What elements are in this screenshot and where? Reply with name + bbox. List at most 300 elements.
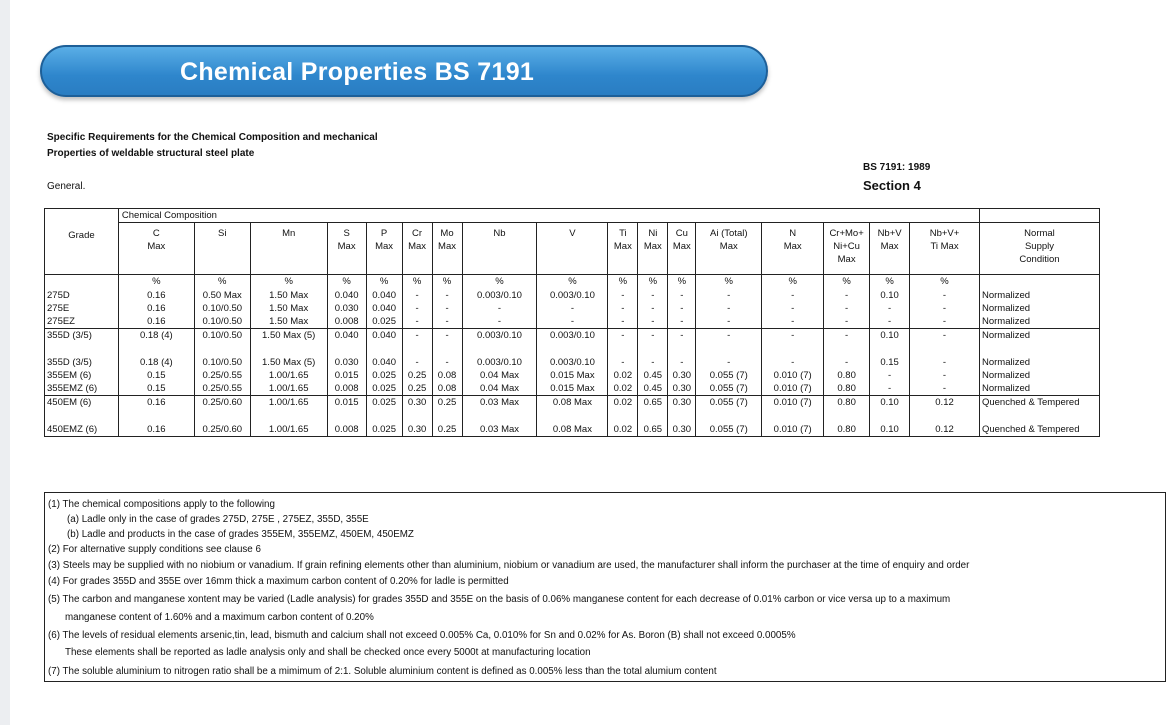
- spacer-cell: [432, 409, 462, 423]
- unit-cell: %: [824, 275, 870, 289]
- table-cell: 0.12: [910, 423, 980, 437]
- spacer-cell: [250, 342, 327, 356]
- header-mn: [250, 223, 327, 275]
- table-cell: 0.02: [608, 423, 638, 437]
- unit-cell: %: [608, 275, 638, 289]
- spacer-cell: [402, 342, 432, 356]
- spacer-cell: [194, 342, 250, 356]
- unit-cell: %: [638, 275, 668, 289]
- table-cell: 0.008: [327, 315, 366, 329]
- table-cell: 0.15: [118, 369, 194, 382]
- table-cell: -: [537, 315, 608, 329]
- spacer-cell: [824, 409, 870, 423]
- header-mo-line2: Max: [438, 241, 456, 252]
- table-cell: -: [402, 356, 432, 369]
- table-cell: 0.03 Max: [462, 395, 537, 409]
- spacer-cell: [608, 342, 638, 356]
- table-cell: 0.040: [327, 328, 366, 342]
- table-cell: -: [870, 382, 910, 396]
- table-cell: 1.00/1.65: [250, 382, 327, 396]
- table-cell: 0.02: [608, 382, 638, 396]
- table-cell: 0.030: [327, 356, 366, 369]
- table-cell: 0.055 (7): [696, 395, 762, 409]
- notes-box: [44, 492, 1166, 682]
- grade-cell: 450EM (6): [45, 395, 119, 409]
- header-s-line2: Max: [337, 241, 356, 252]
- table-cell: -: [638, 302, 668, 315]
- table-cell: 0.040: [366, 328, 402, 342]
- table-cell: 0.08: [432, 382, 462, 396]
- unit-cell: %: [668, 275, 696, 289]
- general-label: General.: [47, 181, 86, 192]
- header-al-line1: Ai (Total): [710, 228, 748, 239]
- header-mn-line1: Mn: [282, 228, 296, 239]
- unit-cell: %: [366, 275, 402, 289]
- header-c: [118, 223, 194, 275]
- table-cell: -: [824, 289, 870, 302]
- spacer-cell: [327, 342, 366, 356]
- group-header-blank: [979, 209, 1099, 223]
- table-cell: -: [462, 315, 537, 329]
- table-cell: -: [824, 315, 870, 329]
- table-row: [45, 315, 1100, 329]
- table-cell: -: [638, 328, 668, 342]
- table-cell: -: [608, 356, 638, 369]
- table-cell: Normalized: [979, 302, 1099, 315]
- table-cell: 0.16: [118, 395, 194, 409]
- header-c-line2: Max: [147, 241, 166, 252]
- table-cell: -: [608, 302, 638, 315]
- table-cell: 0.040: [366, 356, 402, 369]
- unit-cell: %: [910, 275, 980, 289]
- table-cell: 0.04 Max: [462, 382, 537, 396]
- header-crmo-line1: Cr+Mo+: [829, 228, 864, 239]
- table-cell: 0.10/0.50: [194, 315, 250, 329]
- table-cell: 0.025: [366, 395, 402, 409]
- header-si-line1: Si: [218, 228, 227, 239]
- header-ti-line2: Max: [613, 241, 632, 252]
- table-cell: -: [668, 328, 696, 342]
- table-cell: 0.65: [638, 395, 668, 409]
- header-p: [366, 223, 402, 275]
- table-cell: 1.00/1.65: [250, 423, 327, 437]
- spacer-cell: [537, 342, 608, 356]
- table-cell: -: [762, 328, 824, 342]
- table-cell: -: [668, 289, 696, 302]
- header-crmo-line2: Ni+Cu: [833, 241, 860, 252]
- spacer-cell: [979, 342, 1099, 356]
- unit-cell: %: [696, 275, 762, 289]
- table-cell: 1.50 Max: [250, 289, 327, 302]
- spacer-cell: [118, 409, 194, 423]
- table-cell: 0.15: [118, 382, 194, 396]
- table-cell: 0.30: [402, 423, 432, 437]
- table-cell: -: [824, 302, 870, 315]
- spacer-cell: [402, 409, 432, 423]
- header-cr: [402, 223, 432, 275]
- unit-cell: %: [327, 275, 366, 289]
- header-mo-line1: Mo: [440, 228, 454, 239]
- header-nb-line1: Nb: [493, 228, 506, 239]
- table-cell: 0.003/0.10: [462, 328, 537, 342]
- grade-cell: 450EMZ (6): [45, 423, 119, 437]
- table-cell: -: [608, 328, 638, 342]
- table-cell: -: [696, 328, 762, 342]
- spacer-row: [45, 342, 1100, 356]
- table-cell: 0.30: [668, 369, 696, 382]
- table-cell: 0.65: [638, 423, 668, 437]
- header-nbv: [870, 223, 910, 275]
- table-cell: 1.00/1.65: [250, 395, 327, 409]
- header-cr-line2: Max: [408, 241, 427, 252]
- spacer-cell: [668, 409, 696, 423]
- table-row: [45, 356, 1100, 369]
- spacer-cell: [250, 409, 327, 423]
- note-1a: (a) Ladle only in the case of grades 275D, 275E , 275EZ, 355D, 355E: [67, 514, 369, 525]
- table-cell: 0.08 Max: [537, 423, 608, 437]
- unit-cell: %: [762, 275, 824, 289]
- header-mo: [432, 223, 462, 275]
- unit-cell: %: [432, 275, 462, 289]
- table-cell: Normalized: [979, 382, 1099, 396]
- table-cell: 0.040: [366, 302, 402, 315]
- table-cell: -: [432, 315, 462, 329]
- table-cell: -: [910, 328, 980, 342]
- group-header-row: [45, 209, 1100, 223]
- spacer-cell: [870, 342, 910, 356]
- header-c-line1: C: [152, 228, 160, 239]
- table-cell: -: [432, 289, 462, 302]
- table-cell: -: [910, 356, 980, 369]
- spacer-cell: [327, 409, 366, 423]
- grade-cell: 355D (3/5): [45, 328, 119, 342]
- note-5-cont: manganese content of 1.60% and a maximum carbon content of 0.20%: [65, 612, 374, 623]
- table-cell: -: [402, 328, 432, 342]
- header-v-line1: V: [569, 228, 576, 239]
- header-grade-label: Grade: [68, 230, 95, 241]
- spacer-cell: [45, 342, 119, 356]
- spacer-cell: [910, 409, 980, 423]
- header-supply: [979, 223, 1099, 275]
- table-cell: 0.25: [402, 382, 432, 396]
- unit-cell: %: [250, 275, 327, 289]
- table-cell: -: [432, 302, 462, 315]
- table-cell: -: [762, 289, 824, 302]
- intro-text: [47, 130, 378, 162]
- table-cell: 0.30: [668, 423, 696, 437]
- note-7: (7) The soluble aluminium to nitrogen ratio shall be a mimimum of 2:1. Soluble aluminium content is defined as 0.005% less than the total alumium content: [48, 666, 717, 677]
- standard-label: BS 7191: 1989: [863, 162, 931, 173]
- chemical-composition-label: Chemical Composition: [118, 209, 979, 223]
- table-cell: 0.16: [118, 315, 194, 329]
- header-nb: [462, 223, 537, 275]
- grade-cell: 355EM (6): [45, 369, 119, 382]
- table-cell: -: [762, 315, 824, 329]
- table-cell: -: [668, 356, 696, 369]
- header-nbvti-line1: Nb+V+: [929, 228, 960, 239]
- table-cell: 0.10/0.50: [194, 302, 250, 315]
- header-ti-line1: Ti: [619, 228, 627, 239]
- unit-cell: [45, 275, 119, 289]
- table-cell: 0.10/0.50: [194, 356, 250, 369]
- spacer-cell: [638, 409, 668, 423]
- spacer-cell: [118, 342, 194, 356]
- header-cr-line1: Cr: [412, 228, 423, 239]
- header-ni-line1: Ni: [648, 228, 658, 239]
- table-row: [45, 302, 1100, 315]
- table-cell: -: [638, 356, 668, 369]
- spacer-cell: [608, 409, 638, 423]
- grade-cell: 355D (3/5): [45, 356, 119, 369]
- table-cell: 0.025: [366, 369, 402, 382]
- table-cell: 0.25/0.55: [194, 382, 250, 396]
- grade-cell: 275E: [45, 302, 119, 315]
- table-cell: 0.10: [870, 328, 910, 342]
- table-cell: -: [910, 302, 980, 315]
- spacer-cell: [462, 342, 537, 356]
- table-cell: 0.003/0.10: [537, 356, 608, 369]
- spacer-cell: [762, 409, 824, 423]
- table-cell: 0.040: [327, 289, 366, 302]
- section-label: Section 4: [863, 178, 921, 193]
- table-cell: 0.25/0.55: [194, 369, 250, 382]
- header-supply-line3: Condition: [1019, 254, 1060, 265]
- table-cell: Quenched & Tempered: [979, 395, 1099, 409]
- table-cell: 0.25: [432, 423, 462, 437]
- note-2: (2) For alternative supply conditions see clause 6: [48, 544, 261, 555]
- table-cell: 0.055 (7): [696, 369, 762, 382]
- table-cell: 0.010 (7): [762, 369, 824, 382]
- table-cell: 0.008: [327, 382, 366, 396]
- table-cell: -: [870, 369, 910, 382]
- header-s-line1: S: [343, 228, 350, 239]
- table-cell: 0.010 (7): [762, 395, 824, 409]
- table-cell: -: [462, 302, 537, 315]
- table-cell: Normalized: [979, 289, 1099, 302]
- note-1b: (b) Ladle and products in the case of grades 355EM, 355EMZ, 450EM, 450EMZ: [67, 529, 414, 540]
- table-cell: 0.003/0.10: [462, 289, 537, 302]
- header-ni-line2: Max: [643, 241, 662, 252]
- table-cell: 0.80: [824, 369, 870, 382]
- header-cu-line1: Cu: [675, 228, 688, 239]
- table-row: [45, 382, 1100, 396]
- table-cell: 0.02: [608, 395, 638, 409]
- table-cell: -: [668, 302, 696, 315]
- table-cell: -: [432, 328, 462, 342]
- header-n-line2: Max: [783, 241, 802, 252]
- header-cu-line2: Max: [672, 241, 691, 252]
- unit-cell: %: [462, 275, 537, 289]
- header-supply-line2: Supply: [1024, 241, 1055, 252]
- table-cell: -: [696, 315, 762, 329]
- header-crmo-line3: Max: [837, 254, 856, 265]
- spacer-cell: [870, 409, 910, 423]
- table-cell: 0.10/0.50: [194, 328, 250, 342]
- intro-line-2: Properties of weldable structural steel plate: [47, 148, 255, 159]
- table-cell: 0.25/0.60: [194, 423, 250, 437]
- spacer-cell: [366, 409, 402, 423]
- note-5: (5) The carbon and manganese xontent may be varied (Ladle analysis) for grades 355D and 355E on the basis of 0.06% manganese content for each decrease of 0.01% carbon or vice versa up to a maximum: [48, 594, 951, 605]
- grade-cell: 275EZ: [45, 315, 119, 329]
- spacer-cell: [45, 409, 119, 423]
- table-cell: -: [402, 289, 432, 302]
- header-al: [696, 223, 762, 275]
- note-6: (6) The levels of residual elements arsenic,tin, lead, bismuth and calcium shall not exceed 0.005% Ca, 0.010% for Sn and 0.02% for As. Boron (B) shall not exceed 0.0005%: [48, 630, 796, 641]
- table-cell: 0.055 (7): [696, 382, 762, 396]
- table-cell: -: [402, 302, 432, 315]
- table-cell: 0.025: [366, 423, 402, 437]
- spacer-cell: [462, 409, 537, 423]
- header-crmo: [824, 223, 870, 275]
- table-cell: Quenched & Tempered: [979, 423, 1099, 437]
- table-cell: 0.16: [118, 302, 194, 315]
- table-cell: 0.055 (7): [696, 423, 762, 437]
- table-cell: 0.80: [824, 382, 870, 396]
- spacer-cell: [824, 342, 870, 356]
- table-row: [45, 395, 1100, 409]
- header-supply-line1: Normal: [1024, 228, 1055, 239]
- table-cell: Normalized: [979, 328, 1099, 342]
- table-cell: 0.02: [608, 369, 638, 382]
- table-cell: 0.30: [668, 382, 696, 396]
- table-cell: 0.25/0.60: [194, 395, 250, 409]
- table-cell: 0.008: [327, 423, 366, 437]
- table-cell: 0.003/0.10: [537, 289, 608, 302]
- header-nbvti-line2: Ti Max: [930, 241, 959, 252]
- left-margin-strip: [0, 0, 10, 725]
- table-cell: 0.003/0.10: [537, 328, 608, 342]
- table-cell: -: [696, 302, 762, 315]
- header-nbvti: [910, 223, 980, 275]
- table-cell: 0.015 Max: [537, 382, 608, 396]
- table-cell: 0.04 Max: [462, 369, 537, 382]
- table-cell: -: [910, 382, 980, 396]
- table-cell: 1.50 Max: [250, 302, 327, 315]
- table-cell: 0.80: [824, 423, 870, 437]
- note-1: (1) The chemical compositions apply to the following: [48, 499, 275, 510]
- table-cell: -: [910, 289, 980, 302]
- header-ni: [638, 223, 668, 275]
- spacer-cell: [638, 342, 668, 356]
- spacer-row: [45, 409, 1100, 423]
- table-cell: -: [762, 302, 824, 315]
- table-cell: 0.025: [366, 382, 402, 396]
- header-si: [194, 223, 250, 275]
- grade-cell: 355EMZ (6): [45, 382, 119, 396]
- header-ti: [608, 223, 638, 275]
- table-cell: -: [638, 289, 668, 302]
- table-cell: 0.08: [432, 369, 462, 382]
- grade-cell: 275D: [45, 289, 119, 302]
- table-cell: 0.10: [870, 395, 910, 409]
- table-row: [45, 423, 1100, 437]
- chemical-composition-table: [44, 208, 1100, 437]
- table-cell: -: [910, 369, 980, 382]
- note-6-cont: These elements shall be reported as ladle analysis only and shall be checked once every 5000t at manufacturing location: [65, 647, 591, 658]
- spacer-cell: [432, 342, 462, 356]
- table-cell: Normalized: [979, 356, 1099, 369]
- unit-cell: %: [537, 275, 608, 289]
- table-cell: -: [824, 328, 870, 342]
- spacer-cell: [979, 409, 1099, 423]
- table-cell: 0.18 (4): [118, 356, 194, 369]
- table-cell: 0.15: [870, 356, 910, 369]
- table-cell: 0.45: [638, 382, 668, 396]
- table-cell: 0.010 (7): [762, 382, 824, 396]
- spacer-cell: [696, 342, 762, 356]
- header-nbv-line1: Nb+V: [877, 228, 902, 239]
- spacer-cell: [910, 342, 980, 356]
- spacer-cell: [668, 342, 696, 356]
- table-cell: 0.45: [638, 369, 668, 382]
- spacer-cell: [696, 409, 762, 423]
- table-cell: -: [608, 315, 638, 329]
- header-p-line2: Max: [375, 241, 394, 252]
- table-cell: 0.03 Max: [462, 423, 537, 437]
- table-cell: -: [638, 315, 668, 329]
- table-cell: 0.25: [402, 369, 432, 382]
- note-4: (4) For grades 355D and 355E over 16mm thick a maximum carbon content of 0.20% for ladle is permitted: [48, 576, 509, 587]
- table-row: [45, 328, 1100, 342]
- spacer-cell: [537, 409, 608, 423]
- table-cell: 0.015: [327, 369, 366, 382]
- header-nbv-line2: Max: [880, 241, 899, 252]
- table-cell: 0.30: [402, 395, 432, 409]
- table-body: [45, 209, 1100, 437]
- table-cell: Normalized: [979, 369, 1099, 382]
- table-cell: 0.12: [910, 395, 980, 409]
- header-cu: [668, 223, 696, 275]
- unit-cell: %: [194, 275, 250, 289]
- table-cell: 0.50 Max: [194, 289, 250, 302]
- table-cell: 0.25: [432, 395, 462, 409]
- table-cell: -: [824, 356, 870, 369]
- note-3: (3) Steels may be supplied with no niobium or vanadium. If grain refining elements other than aluminium, niobium or vanadium are used, the manufacturer shall inform the purchaser at the time of enquiry and order: [48, 560, 970, 571]
- table-cell: -: [402, 315, 432, 329]
- table-cell: 0.10: [870, 423, 910, 437]
- header-s: [327, 223, 366, 275]
- table-cell: 1.00/1.65: [250, 369, 327, 382]
- table-cell: 0.040: [366, 289, 402, 302]
- table-cell: 0.003/0.10: [462, 356, 537, 369]
- page-title: Chemical Properties BS 7191: [180, 58, 535, 86]
- table-cell: 0.010 (7): [762, 423, 824, 437]
- table-cell: -: [870, 315, 910, 329]
- unit-cell: %: [402, 275, 432, 289]
- header-grade: [45, 209, 119, 275]
- table-cell: -: [762, 356, 824, 369]
- table-cell: 0.08 Max: [537, 395, 608, 409]
- table-cell: 0.015: [327, 395, 366, 409]
- table-cell: 0.16: [118, 423, 194, 437]
- table-cell: 0.30: [668, 395, 696, 409]
- unit-cell: %: [870, 275, 910, 289]
- table-cell: 0.025: [366, 315, 402, 329]
- table-row: [45, 369, 1100, 382]
- header-v: [537, 223, 608, 275]
- spacer-cell: [366, 342, 402, 356]
- table-cell: -: [696, 356, 762, 369]
- unit-row: [45, 275, 1100, 289]
- unit-cell: [979, 275, 1099, 289]
- table-cell: 0.10: [870, 289, 910, 302]
- table-cell: 0.015 Max: [537, 369, 608, 382]
- table-cell: 1.50 Max: [250, 315, 327, 329]
- table-cell: 1.50 Max (5): [250, 356, 327, 369]
- table-cell: 0.18 (4): [118, 328, 194, 342]
- table-cell: -: [608, 289, 638, 302]
- table-row: [45, 289, 1100, 302]
